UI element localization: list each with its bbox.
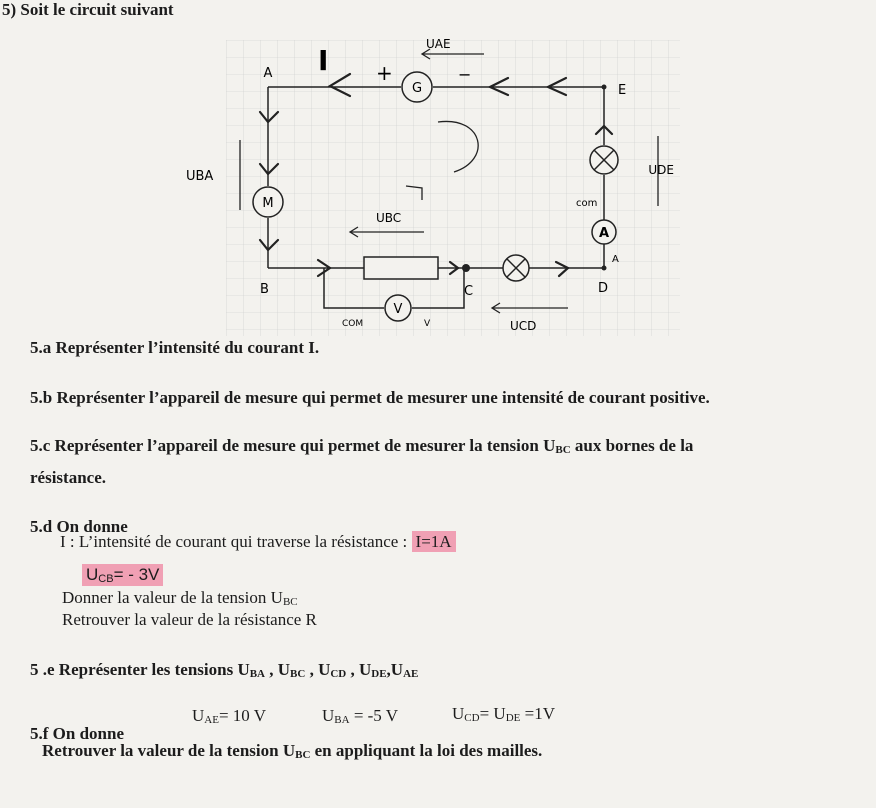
question-5f-label: 5.f On donne (30, 724, 124, 743)
current-i-label: I (318, 44, 329, 77)
lamp-right (590, 146, 618, 174)
question-5e: 5 .e Représenter les tensions $U_{BA}$ , $U_{BC}$ , $U_{CD}$ , $U_{DE},U_{AE}$ (30, 660, 419, 680)
lamp-bottom (503, 255, 529, 281)
voltage-label-ucd: UCD (510, 319, 537, 333)
given-ucd-ude: $U_{CD}= U_{DE} =1V$ (452, 704, 555, 724)
ammeter-a-terminal: A (612, 254, 619, 265)
question-5b: 5.b Représenter l’appareil de mesure qui permet de mesurer une intensité de courant positive. (30, 388, 710, 407)
node-c-label: C (464, 284, 474, 299)
node-junction-c (462, 264, 470, 272)
question-5a: 5.a Représenter l’intensité du courant I. (30, 338, 320, 357)
exercise-title: 5) Soit le circuit suivant (2, 0, 174, 19)
grid-background (226, 40, 680, 336)
question-5c-line1: 5.c Représenter l’appareil de mesure qui permet de mesurer la tension $U_{BC}$ aux bornes de la (30, 436, 694, 456)
node-b-label: B (260, 282, 269, 297)
voltage-label-uba: UBA (186, 169, 214, 184)
voltage-label-uae: UAE (426, 37, 451, 51)
node-a-label: A (263, 66, 273, 81)
node-e-label: E (618, 83, 627, 98)
question-5f-line2: Retrouver la valeur de la tension $U_{BC}$ en appliquant la loi des mailles. (42, 741, 543, 761)
ucb-value-highlight: $U_{CB}= - 3V$ (82, 564, 163, 586)
question-5d-resistance: Retrouver la valeur de la résistance R (62, 610, 317, 629)
voltmeter-symbol: V (393, 302, 403, 317)
node-dot-e (602, 85, 607, 90)
ammeter-symbol: A (598, 226, 610, 241)
ammeter-com-terminal: com (576, 198, 598, 209)
node-dot-d (602, 266, 607, 271)
given-uba: $U_{BA} = -5$ V (322, 706, 399, 726)
question-5d-ubc: Donner la valeur de la tension $U_{BC}$ (62, 588, 298, 608)
question-5d-current-line: I : L’intensité de courant qui traverse la résistance : I=1A (60, 532, 456, 552)
motor-label: M (262, 196, 274, 211)
current-value-highlight: I=1A (412, 531, 456, 552)
question-5c-line2: résistance. (30, 468, 107, 487)
generator-minus: − (458, 65, 472, 84)
generator-plus: + (376, 61, 393, 85)
node-d-label: D (598, 281, 609, 296)
voltmeter-com-terminal: COM (342, 319, 364, 329)
voltage-label-ubc: UBC (376, 211, 402, 225)
voltmeter-v-terminal: V (424, 319, 431, 329)
given-uae: $U_{AE}= 10$ V (192, 706, 267, 726)
question-5d-title: 5.d On donne (30, 517, 128, 536)
voltage-label-ude: UDE (648, 163, 674, 177)
circuit-diagram (186, 37, 680, 336)
generator-label: G (411, 81, 423, 96)
resistor (364, 257, 438, 279)
